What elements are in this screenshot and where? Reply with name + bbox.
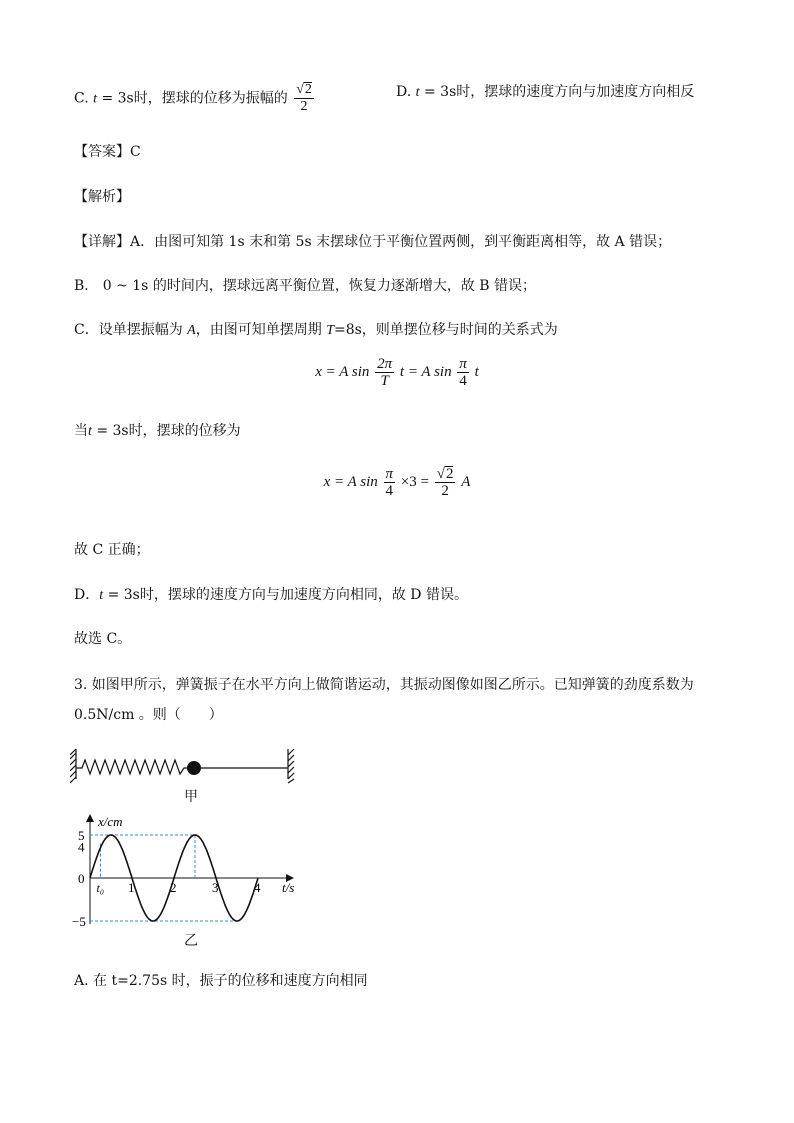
- left-wall: [70, 749, 76, 783]
- detail-line-c-pre: C．设单摆振幅为: [74, 322, 188, 338]
- option-c-frac-den: 2: [300, 99, 308, 114]
- y-tick-label: 4: [78, 839, 85, 855]
- detail-conclusion: 故选 C。: [74, 631, 132, 647]
- detail-line-c-mid: ，由图可知单摆周期: [195, 322, 327, 338]
- option-c-fraction: $\frac{√2}{2}$: [296, 82, 312, 114]
- detail-line-d: [74, 585, 468, 606]
- option-c-var: t: [93, 91, 98, 107]
- figure-jia-caption: 甲: [184, 789, 198, 805]
- y-tick-label: 5: [78, 828, 85, 843]
- option-d-text: = 3s时，摆球的速度方向与加速度方向相反: [419, 84, 695, 100]
- vibration-chart: [70, 812, 320, 934]
- formula-1-frac-2-num: π: [459, 356, 467, 372]
- option-d-label: D.: [396, 84, 412, 100]
- question-3-option-a: A. 在 t=2.75s 时，振子的位移和速度方向相同: [74, 973, 368, 989]
- formula-1: [0, 356, 794, 389]
- formula-2-frac-1-den: 4: [385, 483, 394, 499]
- formula-2-frac-2-num: 2: [445, 466, 454, 482]
- formula-2-frac-2-den: 2: [441, 483, 449, 499]
- formula-2-lhs: x = A sin: [323, 473, 378, 490]
- figure-yi-caption: 乙: [184, 933, 198, 949]
- x-tick-label: 1: [128, 880, 135, 895]
- option-c-label: C.: [74, 90, 89, 107]
- detail-line-c: [74, 320, 558, 341]
- formula-2-end: A: [461, 473, 471, 490]
- spring: [76, 760, 194, 774]
- y-tick-label: −5: [72, 914, 86, 929]
- formula-1-frac-2: [457, 356, 469, 389]
- x-tick-label: 3: [212, 880, 219, 895]
- formula-1-frac-1-num: 2π: [377, 356, 393, 372]
- analysis-tag: 【解析】: [74, 189, 130, 205]
- formula-1-mid: t = A sin: [399, 363, 452, 380]
- option-c: [74, 82, 316, 115]
- formula-2-frac-2: $\frac{√2}{2}$: [436, 466, 454, 499]
- detail-line-c-post: =8s，则单摆位移与时间的关系式为: [333, 322, 558, 338]
- x-tick-label: 2: [170, 880, 177, 895]
- question-3-stem-2: 0.5N/cm 。则（ ）: [74, 707, 223, 723]
- formula-1-frac-2-den: 4: [459, 373, 467, 389]
- oscillator-ball: [187, 761, 201, 775]
- detail-line-when: [74, 421, 241, 442]
- formula-2-frac-1: [384, 466, 396, 499]
- answer-line: [74, 142, 141, 162]
- formula-1-frac-1-den: T: [380, 373, 389, 389]
- x-axis-label: t/s: [282, 880, 295, 895]
- answer-tag: 【答案】: [74, 144, 130, 160]
- detail-line-d-post: = 3s时，摆球的速度方向与加速度方向相同，故 D 错误。: [103, 587, 468, 603]
- formula-1-frac-1: [375, 356, 394, 389]
- detail-line-c-period: T: [326, 323, 334, 338]
- formula-2-frac-1-num: π: [385, 466, 394, 482]
- formula-1-end: t: [474, 363, 479, 380]
- option-d: [396, 82, 694, 103]
- detail-line-c-ok: 故 C 正确；: [74, 542, 150, 558]
- formula-1-lhs: x = A sin: [315, 363, 370, 380]
- x-tick-label: 4: [254, 880, 261, 895]
- detail-line-d-var: t: [99, 588, 104, 603]
- detail-line-a: 【详解】A．由图可知第 1s 末和第 5s 末摆球位于平衡位置两侧，到平衡距离相等，故 A 错误；: [74, 234, 672, 250]
- detail-line-b: B． 0 ~ 1s 的时间内，摆球远离平衡位置，恢复力逐渐增大，故 B 错误；: [74, 278, 537, 294]
- question-3-stem-1: 3. 如图甲所示，弹簧振子在水平方向上做简谐运动，其振动图像如图乙所示。已知弹簧的劲度系数为: [74, 677, 694, 693]
- spring-oscillator-figure: [70, 745, 300, 785]
- x-tick-label: t₀: [96, 881, 105, 895]
- option-d-var: t: [415, 85, 420, 100]
- option-c-text: = 3s时，摆球的位移为振幅的: [97, 90, 288, 107]
- y-tick-label: 0: [78, 871, 85, 886]
- answer-value: C: [130, 144, 141, 160]
- detail-line-d-pre: D．: [74, 587, 100, 603]
- formula-2-mid: ×3 =: [400, 473, 429, 490]
- detail-line-c-amp: A: [187, 323, 196, 338]
- y-axis-label: x/cm: [98, 814, 123, 829]
- detail-when-pre: 当: [74, 423, 88, 439]
- option-c-frac-num: 2: [304, 82, 312, 97]
- formula-2: [0, 466, 794, 499]
- detail-when-post: = 3s时，摆球的位移为: [91, 423, 241, 439]
- detail-when-var: t: [88, 424, 92, 439]
- right-wall: [288, 749, 294, 783]
